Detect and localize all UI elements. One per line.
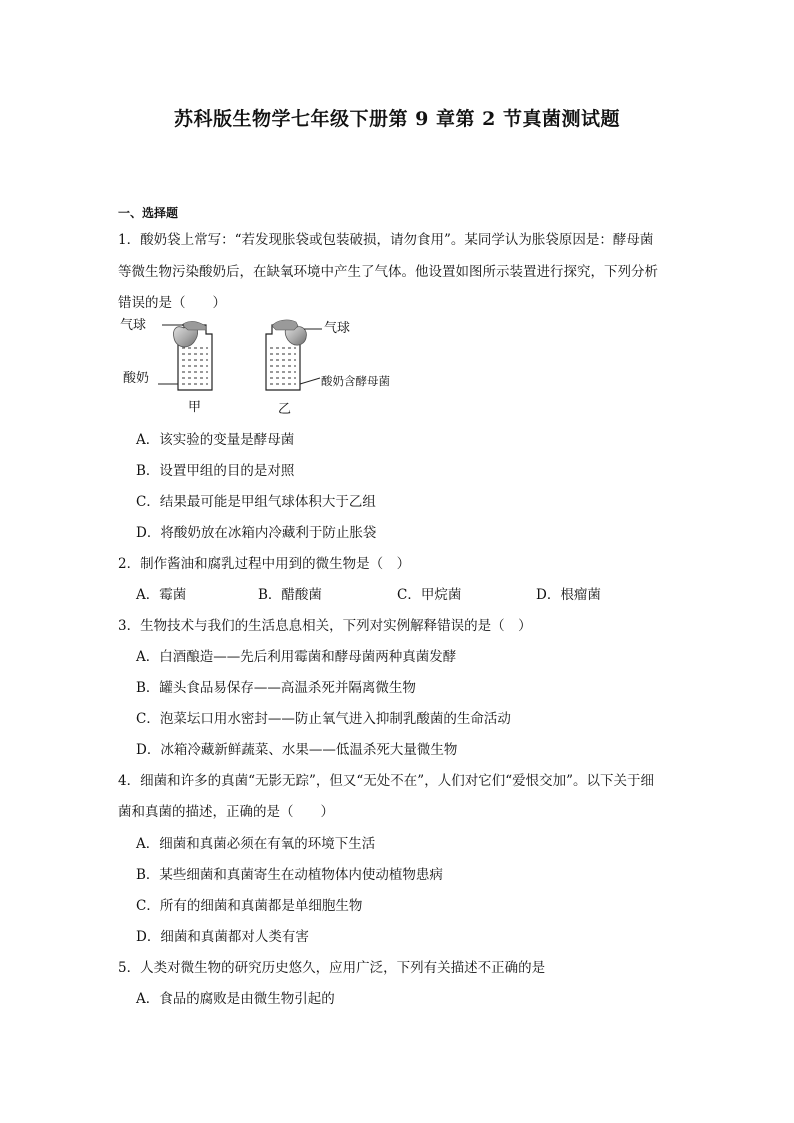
- q2-option-d: D．根瘤菌: [536, 587, 601, 603]
- q5-stem: 5．人类对微生物的研究历史悠久，应用广泛，下列有关描述不正确的是: [118, 960, 546, 976]
- q1-stem-line-1: 1．酸奶袋上常写：“若发现胀袋或包装破损，请勿食用”。某同学认为胀袋原因是：酵母菌: [118, 232, 654, 248]
- q3-option-c: C．泡菜坛口用水密封——防止氧气进入抑制乳酸菌的生命活动: [136, 711, 511, 727]
- q1-option-a: A．该实验的变量是酵母菌: [136, 432, 295, 448]
- q3-option-a: A．白酒酿造——先后利用霉菌和酵母菌两种真菌发酵: [136, 649, 457, 665]
- bottle-yi: [266, 320, 322, 390]
- page-title: 苏科版生物学七年级下册第 9 章第 2 节真菌测试题: [174, 108, 620, 130]
- q4-option-d: D．细菌和真菌都对人类有害: [136, 929, 309, 945]
- label-yi-content: 酸奶含酵母菌: [321, 374, 390, 388]
- q2-option-a: A．霉菌: [136, 587, 187, 603]
- q4-stem-line-2: 菌和真菌的描述，正确的是（ ）: [118, 804, 334, 820]
- label-yi-name: 乙: [278, 402, 292, 417]
- q4-option-c: C．所有的细菌和真菌都是单细胞生物: [136, 898, 363, 914]
- q1-experiment-figure: [118, 312, 418, 420]
- q3-option-d: D．冰箱冷藏新鲜蔬菜、水果——低温杀死大量微生物: [136, 742, 458, 758]
- q1-option-c: C．结果最可能是甲组气球体积大于乙组: [136, 494, 376, 510]
- q1-option-d: D．将酸奶放在冰箱内冷藏利于防止胀袋: [136, 525, 377, 541]
- label-jia-name: 甲: [188, 400, 202, 415]
- label-jia-balloon: 气球: [120, 318, 147, 333]
- section-heading: 一、选择题: [118, 206, 179, 220]
- q1-stem-line-2: 等微生物污染酸奶后，在缺氧环境中产生了气体。他设置如图所示装置进行探究，下列分析: [118, 264, 658, 280]
- q2-stem: 2．制作酱油和腐乳过程中用到的微生物是（ ）: [118, 556, 411, 572]
- q5-option-a: A．食品的腐败是由微生物引起的: [136, 991, 335, 1007]
- q4-stem-line-1: 4．细菌和许多的真菌“无影无踪”，但又“无处不在”，人们对它们“爱恨交加”。以下关于细: [118, 773, 654, 789]
- bottle-jia: [158, 321, 212, 390]
- q3-stem: 3．生物技术与我们的生活息息相关，下列对实例解释错误的是（ ）: [118, 618, 532, 634]
- q2-option-b: B．醋酸菌: [258, 587, 322, 603]
- label-yi-balloon: 气球: [324, 321, 351, 336]
- label-jia-content: 酸奶: [123, 371, 150, 386]
- q1-stem-line-3: 错误的是（ ）: [118, 295, 226, 311]
- q4-option-a: A．细菌和真菌必须在有氧的环境下生活: [136, 836, 376, 852]
- q2-option-c: C．甲烷菌: [397, 587, 462, 603]
- q4-option-b: B．某些细菌和真菌寄生在动植物体内使动植物患病: [136, 867, 443, 883]
- bottle-diagram: [118, 312, 418, 420]
- q1-option-b: B．设置甲组的目的是对照: [136, 463, 295, 479]
- q3-option-b: B．罐头食品易保存——高温杀死并隔离微生物: [136, 680, 416, 696]
